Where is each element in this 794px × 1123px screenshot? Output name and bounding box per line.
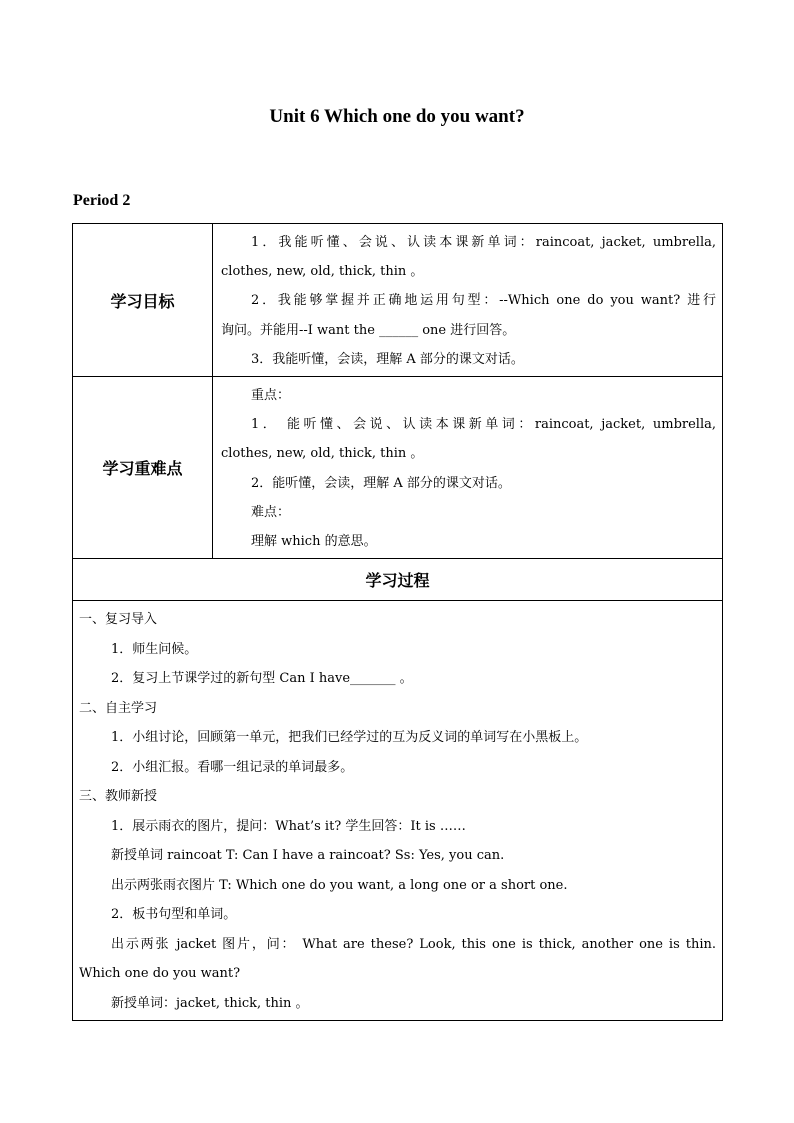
process-header: 学习过程 bbox=[73, 559, 723, 601]
key-points-content bbox=[213, 377, 723, 559]
process-section-heading: 一、复习导入 bbox=[79, 612, 158, 628]
process-line: 2．小组汇报。看哪一组记录的单词最多。 bbox=[111, 759, 354, 775]
process-line: 2．板书句型和单词。 bbox=[111, 907, 237, 923]
key-points-line: clothes, new, old, thick, thin 。 bbox=[221, 446, 424, 462]
objectives-label: 学习目标 bbox=[73, 224, 213, 377]
process-content bbox=[73, 601, 723, 1021]
process-line: 出示两张 jacket 图片，问： What are these? Look, this one is thick, another one is thin. bbox=[111, 936, 716, 952]
objectives-line: 2．我能够掌握并正确地运用句型：--Which one do you want? 进行 bbox=[251, 293, 716, 309]
process-line: 2．复习上节课学过的新句型 Can I have_______ 。 bbox=[111, 671, 413, 687]
process-section-heading: 二、自主学习 bbox=[79, 700, 158, 716]
process-body-row bbox=[73, 601, 723, 1021]
process-line: 1．小组讨论，回顾第一单元，把我们已经学过的互为反义词的单词写在小黑板上。 bbox=[111, 730, 588, 746]
process-line: 1．师生问候。 bbox=[111, 641, 198, 657]
key-points-line: 2．能听懂，会读，理解 A 部分的课文对话。 bbox=[251, 475, 511, 491]
process-line: 出示两张雨衣图片 T: Which one do you want, a long one or a short one. bbox=[111, 877, 568, 893]
key-points-line: 1． 能听懂、会说、认读本课新单词：raincoat, jacket, umbrella, bbox=[251, 417, 716, 433]
key-points-row bbox=[73, 377, 723, 559]
period-label: Period 2 bbox=[73, 192, 131, 209]
process-section-heading: 三、教师新授 bbox=[79, 789, 158, 805]
process-line: 新授单词：jacket, thick, thin 。 bbox=[111, 995, 309, 1011]
objectives-line: 3．我能听懂，会读，理解 A 部分的课文对话。 bbox=[251, 351, 524, 367]
objectives-line: 1．我能听懂、会说、认读本课新单词：raincoat, jacket, umbrella, bbox=[251, 235, 716, 250]
lesson-table bbox=[72, 223, 723, 1021]
key-points-line: 难点： bbox=[251, 504, 291, 520]
document-title: Unit 6 Which one do you want? bbox=[269, 106, 525, 127]
objectives-line: clothes, new, old, thick, thin 。 bbox=[221, 264, 424, 280]
process-header-row bbox=[73, 559, 723, 601]
objectives-line: 询问。并能用--I want the ______ one 进行回答。 bbox=[221, 322, 516, 338]
key-points-line: 重点： bbox=[251, 388, 291, 404]
key-points-label: 学习重难点 bbox=[73, 377, 213, 559]
objectives-content bbox=[213, 224, 723, 377]
process-line: 1．展示雨衣的图片，提问：What’s it? 学生回答：It is …… bbox=[111, 818, 466, 834]
process-line: 新授单词 raincoat T: Can I have a raincoat? Ss: Yes, you can. bbox=[111, 848, 505, 864]
key-points-line: 理解 which 的意思。 bbox=[251, 534, 377, 550]
process-line: Which one do you want? bbox=[79, 966, 241, 982]
objectives-row bbox=[73, 224, 723, 377]
